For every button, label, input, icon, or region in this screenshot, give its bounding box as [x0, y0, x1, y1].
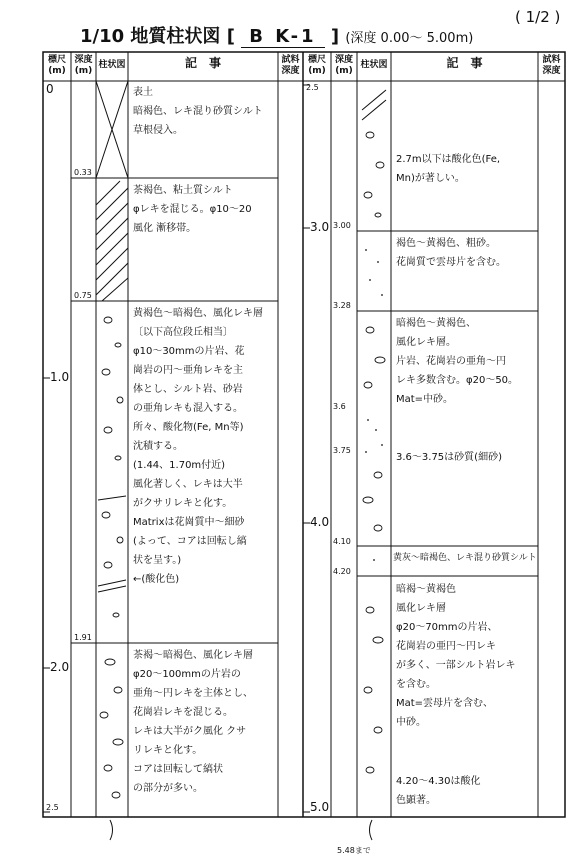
- layer-description: 4.20〜4.30は酸化 色顕著。: [396, 776, 481, 806]
- scale-tick: 2.5: [306, 83, 319, 92]
- header-description-right: 記 事: [446, 56, 483, 70]
- page-number: ( 1/2 ): [515, 8, 561, 26]
- header-depth-left: 深度 (m): [74, 55, 93, 76]
- layer-description: 表土 暗褐色、レキ混り砂質シルト 草根侵入。: [133, 87, 263, 136]
- scale-tick: 1.0: [50, 370, 70, 384]
- depth-range: (深度 0.00〜 5.00m): [345, 31, 474, 46]
- layer-description: 黄褐色〜暗褐色、風化レキ層 〔以下高位段丘相当〕 φ10〜30mmの片岩、花 崗岩の円〜亜角レキを主 体とし、シルト岩、砂岩 の亜角レキも混入する。 所々、酸化物(Fe, Mn等) 沈積する。 (1.44、1.70m付近) 風化著しく、レキは大半 がクサリレキと化す。 Matrixは花崗質中〜細砂 (よって、コアは回転し縞 状を呈す。) ←(酸化色): [133, 308, 263, 585]
- depth-mark: 3.00: [333, 221, 351, 230]
- scale-tick: 4.0: [310, 515, 330, 529]
- header-sample-left: 試料 深度: [281, 55, 300, 76]
- header-column-left: 柱状図: [98, 60, 126, 70]
- depth-mark: 1.91: [74, 633, 92, 642]
- depth-mark: 3.6: [333, 402, 346, 411]
- layer-description: 暗褐色〜黄褐色、 風化レキ層。 片岩、花崗岩の亜角〜円 レキ多数含む。φ20〜50。 Mat=中砂。: [396, 318, 519, 405]
- header-scale-right: 標尺 (m): [307, 55, 326, 76]
- scale-tick: 3.0: [310, 220, 330, 234]
- scale-tick: 2.5: [46, 803, 59, 812]
- title-bracket-open: [: [226, 26, 242, 47]
- scale-tick: 2.0: [50, 660, 70, 674]
- depth-mark: 0.33: [74, 168, 92, 177]
- layer-description: 茶褐色、粘土質シルト φレキを混じる。φ10〜20 風化 漸移帯。: [133, 185, 252, 234]
- title-main: 1/10 地質柱状図: [80, 26, 221, 47]
- header-depth-right: 深度 (m): [334, 55, 353, 76]
- layer-description: 2.7m以下は酸化色(Fe, Mn)が著しい。: [396, 154, 501, 184]
- layer-description: 暗褐〜黄褐色 風化レキ層 φ20〜70mmの片岩、 花崗岩の亜円〜円レキ が多く、一部シルト岩レキ を含む。 Mat=雲母片を含む、 中砂。: [396, 584, 516, 728]
- depth-mark: 3.75: [333, 446, 351, 455]
- bottom-note: 5.48まで: [337, 846, 371, 855]
- borehole-id: B K-1: [241, 26, 324, 48]
- header-sample-right: 試料 深度: [542, 55, 561, 76]
- depth-mark: 4.20: [333, 567, 351, 576]
- title-bracket-close: ]: [324, 26, 346, 47]
- header-description-left: 記 事: [184, 56, 221, 70]
- layer-description: 褐色〜黄褐色、粗砂。 花崗質で雲母片を含む。: [396, 238, 506, 268]
- scale-tick: 5.0: [310, 800, 330, 814]
- scale-tick: 0: [46, 82, 54, 96]
- header-scale-left: 標尺 (m): [47, 55, 66, 76]
- depth-mark: 0.75: [74, 291, 92, 300]
- depth-mark: 4.10: [333, 537, 351, 546]
- layer-description: 茶褐〜暗褐色、風化レキ層 φ20〜100mmの片岩の 亜角〜円レキを主体とし、 花崗岩レキを混じる。 レキは大半がク風化 クサ リレキと化す。 コアは回転して縞状 の部分が多い。: [133, 650, 253, 794]
- layer-description: 3.6〜3.75は砂質(細砂): [396, 452, 502, 463]
- layer-description: 黄灰〜暗褐色、レキ混り砂質シルト: [393, 553, 537, 563]
- depth-mark: 3.28: [333, 301, 351, 310]
- header-column-right: 柱状図: [360, 60, 388, 70]
